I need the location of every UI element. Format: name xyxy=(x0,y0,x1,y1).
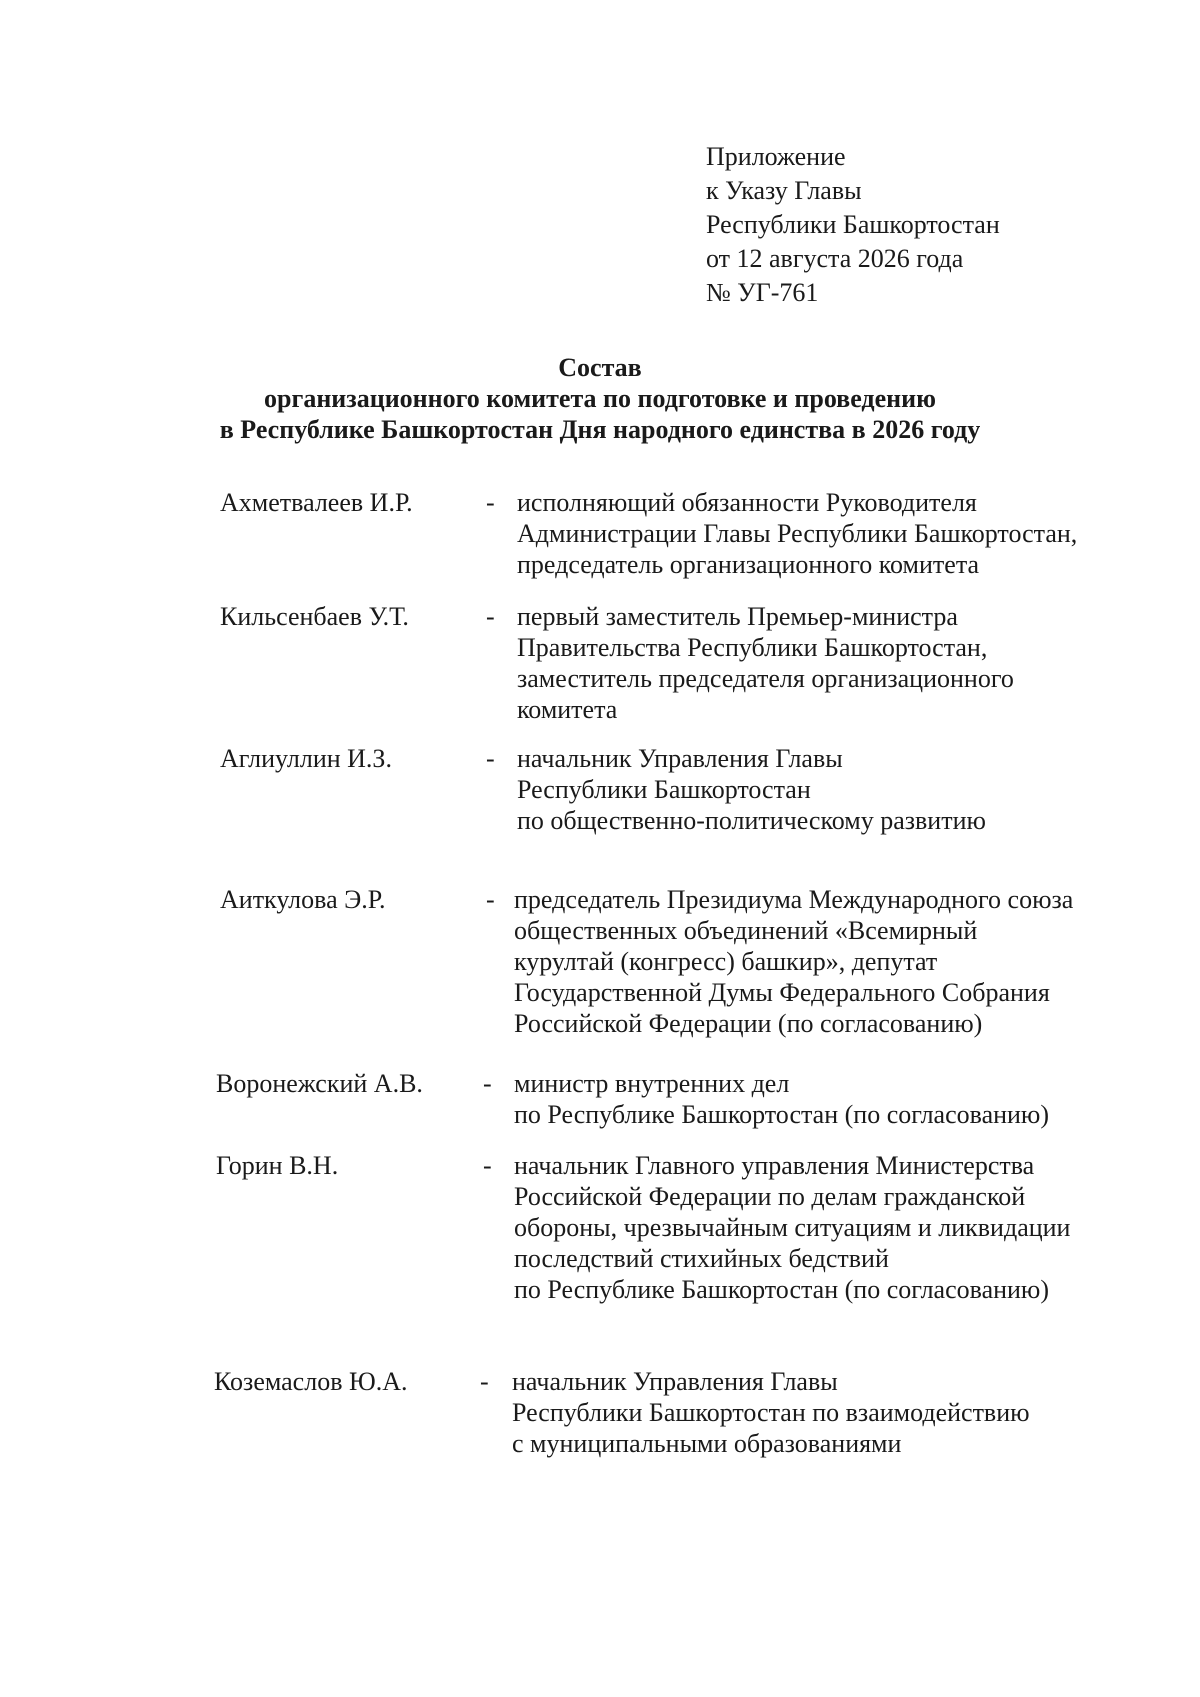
appendix-line: Республики Башкортостан xyxy=(706,210,1000,239)
member-dash: - xyxy=(486,602,495,631)
member-role-line: исполняющий обязанности Руководителя xyxy=(517,488,977,517)
member-role-line: Республики Башкортостан по взаимодействию xyxy=(512,1398,1030,1427)
member-role xyxy=(517,601,1014,725)
member-dash: - xyxy=(483,1151,492,1180)
member-role-line: председатель организационного комитета xyxy=(517,550,980,579)
member-role-line: с муниципальными образованиями xyxy=(512,1429,902,1458)
member-role-line: заместитель председателя организационного xyxy=(517,664,1014,693)
member-name: Аиткулова Э.Р. xyxy=(220,885,386,914)
member-name: Кильсенбаев У.Т. xyxy=(220,602,409,631)
title-line-1: Состав xyxy=(558,353,642,382)
member-role-line: по Республике Башкортостан (по согласованию) xyxy=(514,1275,1050,1304)
member-role-line: последствий стихийных бедствий xyxy=(514,1244,889,1273)
member-dash: - xyxy=(486,885,495,914)
member-role-line: Республики Башкортостан xyxy=(517,775,811,804)
title-line-2: организационного комитета по подготовке и проведению xyxy=(264,384,936,413)
appendix-line: Приложение xyxy=(706,142,846,171)
member-dash: - xyxy=(486,488,495,517)
member-role xyxy=(514,1150,1070,1305)
member-role-line: курултай (конгресс) башкир», депутат xyxy=(514,947,938,976)
appendix-line: от 12 августа 2026 года xyxy=(706,244,964,273)
member-name: Ахметвалеев И.Р. xyxy=(220,488,413,517)
member-role-line: Государственной Думы Федерального Собрания xyxy=(514,978,1050,1007)
member-dash: - xyxy=(486,744,495,773)
member-role-line: председатель Президиума Международного союза xyxy=(514,885,1074,914)
member-role-line: Администрации Главы Республики Башкортостан, xyxy=(517,519,1078,548)
member-role-line: Правительства Республики Башкортостан, xyxy=(517,633,988,662)
member-role-line: начальник Управления Главы xyxy=(512,1367,838,1396)
member-dash: - xyxy=(483,1069,492,1098)
member-role-line: комитета xyxy=(517,695,618,724)
member-role xyxy=(514,884,1073,1039)
member-dash: - xyxy=(480,1367,489,1396)
member-role-line: по Республике Башкортостан (по согласованию) xyxy=(514,1100,1050,1129)
title-line-3: в Республике Башкортостан Дня народного единства в 2026 году xyxy=(219,415,981,444)
member-role xyxy=(514,1068,1049,1130)
member-role-line: обороны, чрезвычайным ситуациям и ликвидации xyxy=(514,1213,1071,1242)
member-name: Воронежский А.В. xyxy=(216,1069,423,1098)
member-role xyxy=(512,1366,1030,1459)
appendix-block xyxy=(706,140,1000,310)
member-role-line: начальник Главного управления Министерства xyxy=(514,1151,1035,1180)
appendix-line: к Указу Главы xyxy=(706,176,862,205)
appendix-line: № УГ-761 xyxy=(706,278,819,307)
member-role-line: Российской Федерации (по согласованию) xyxy=(514,1009,983,1038)
member-role-line: министр внутренних дел xyxy=(514,1069,790,1098)
member-role xyxy=(517,487,1077,580)
member-role-line: Российской Федерации по делам гражданской xyxy=(514,1182,1026,1211)
member-name: Аглиуллин И.З. xyxy=(220,744,392,773)
member-name: Коземаслов Ю.А. xyxy=(214,1367,408,1396)
member-name: Горин В.Н. xyxy=(216,1151,339,1180)
document-title xyxy=(0,352,1200,445)
member-role-line: начальник Управления Главы xyxy=(517,744,843,773)
member-role xyxy=(517,743,986,836)
member-role-line: первый заместитель Премьер-министра xyxy=(517,602,958,631)
member-role-line: общественных объединений «Всемирный xyxy=(514,916,978,945)
member-role-line: по общественно-политическому развитию xyxy=(517,806,986,835)
